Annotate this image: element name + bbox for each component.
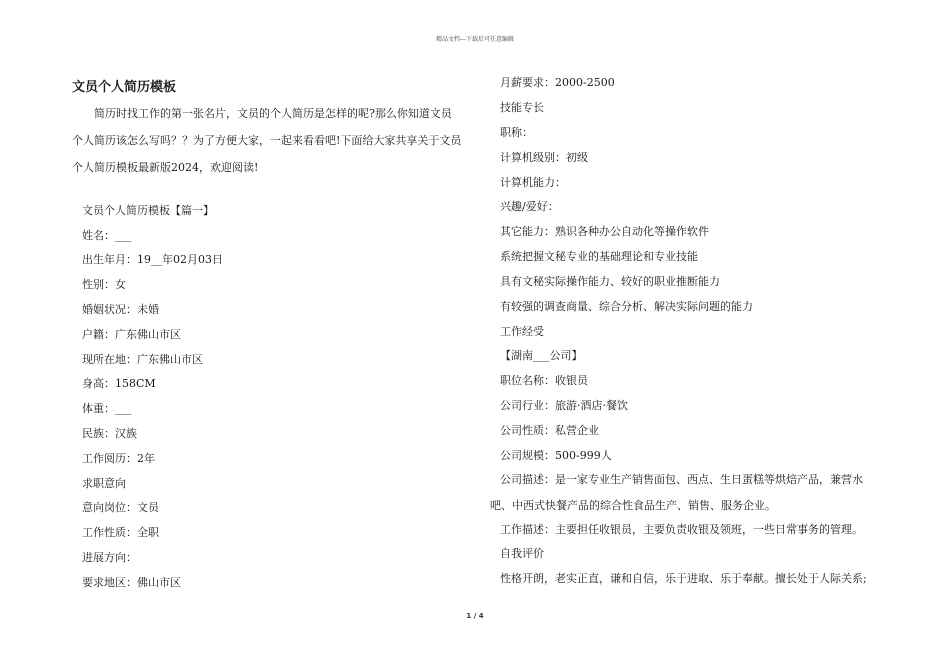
company-description: 公司描述：是一家专业生产销售面包、西点、生日蛋糕等烘焙产品，兼营水吧、中西式快餐产品的综合性食品生产、销售、服务企业。 [490,473,863,512]
field-current-location: 现所在地：广东佛山市区 [82,353,203,366]
field-career-direction: 进展方向： [82,551,137,564]
field-company-type: 公司性质：私营企业 [500,424,599,437]
company-heading: 【湖南___公司】 [500,349,583,362]
skill-line: 具有文秘实际操作能力、较好的职业推断能力 [500,275,720,288]
field-name: 姓名：___ [82,229,132,242]
field-computer-skills: 计算机能力： [500,176,566,189]
field-height: 身高：158CM [82,377,156,390]
field-weight: 体重：___ [82,402,132,415]
field-company-size: 公司规模：500-999人 [500,449,612,462]
job-intention-heading: 求职意向 [82,477,126,490]
field-marital-status: 婚姻状况：未婚 [82,303,159,316]
skill-line: 有较强的调查商量、综合分析、解决实际问题的能力 [500,300,753,313]
self-evaluation-heading: 自我评价 [500,547,544,560]
page-header: 精品文档---下载后可任意编辑 [435,36,515,43]
work-experience-heading: 工作经受 [500,325,544,338]
page-indicator: 1 / 4 [466,612,484,620]
field-position-name: 职位名称：收银员 [500,374,588,387]
field-company-industry: 公司行业：旅游·酒店·餐饮 [500,399,628,412]
field-household-registration: 户籍：广东佛山市区 [82,328,181,341]
field-ethnicity: 民族：汉族 [82,427,137,440]
field-job-type: 工作性质：全职 [82,526,159,539]
field-preferred-region: 要求地区：佛山市区 [82,576,181,589]
self-evaluation-text: 性格开朗，老实正直，谦和自信，乐于进取、乐于奉献。擅长处于人际关系; [500,572,867,585]
job-description: 工作描述：主要担任收银员，主要负责收银及领班，一些日常事务的管理。 [500,523,863,536]
field-desired-position: 意向岗位：文员 [82,501,159,514]
skills-heading: 技能专长 [500,101,544,114]
field-work-experience: 工作阅历：2年 [82,452,155,465]
field-title: 职称： [500,126,533,139]
field-other-abilities: 其它能力：熟识各种办公自动化等操作软件 [500,225,709,238]
intro-paragraph: 简历时找工作的第一张名片，文员的个人简历是怎样的呢?那么你知道文员个人简历该怎么写吗？？为了方便大家，一起来看看吧!下面给大家共享关于文员个人简历模板最新版2024，欢迎阅读! [72,107,462,174]
field-gender: 性别：女 [82,278,126,291]
field-computer-level: 计算机级别：初级 [500,151,588,164]
field-birth-date: 出生年月：19__年02月03日 [82,253,223,266]
field-hobbies: 兴趣/爱好： [500,200,559,213]
resume-section-heading: 文员个人简历模板【篇一】 [82,204,214,217]
document-title: 文员个人简历模板 [72,80,177,95]
skill-line: 系统把握文秘专业的基础理论和专业技能 [500,250,698,263]
field-salary-expectation: 月薪要求：2000-2500 [500,76,615,89]
